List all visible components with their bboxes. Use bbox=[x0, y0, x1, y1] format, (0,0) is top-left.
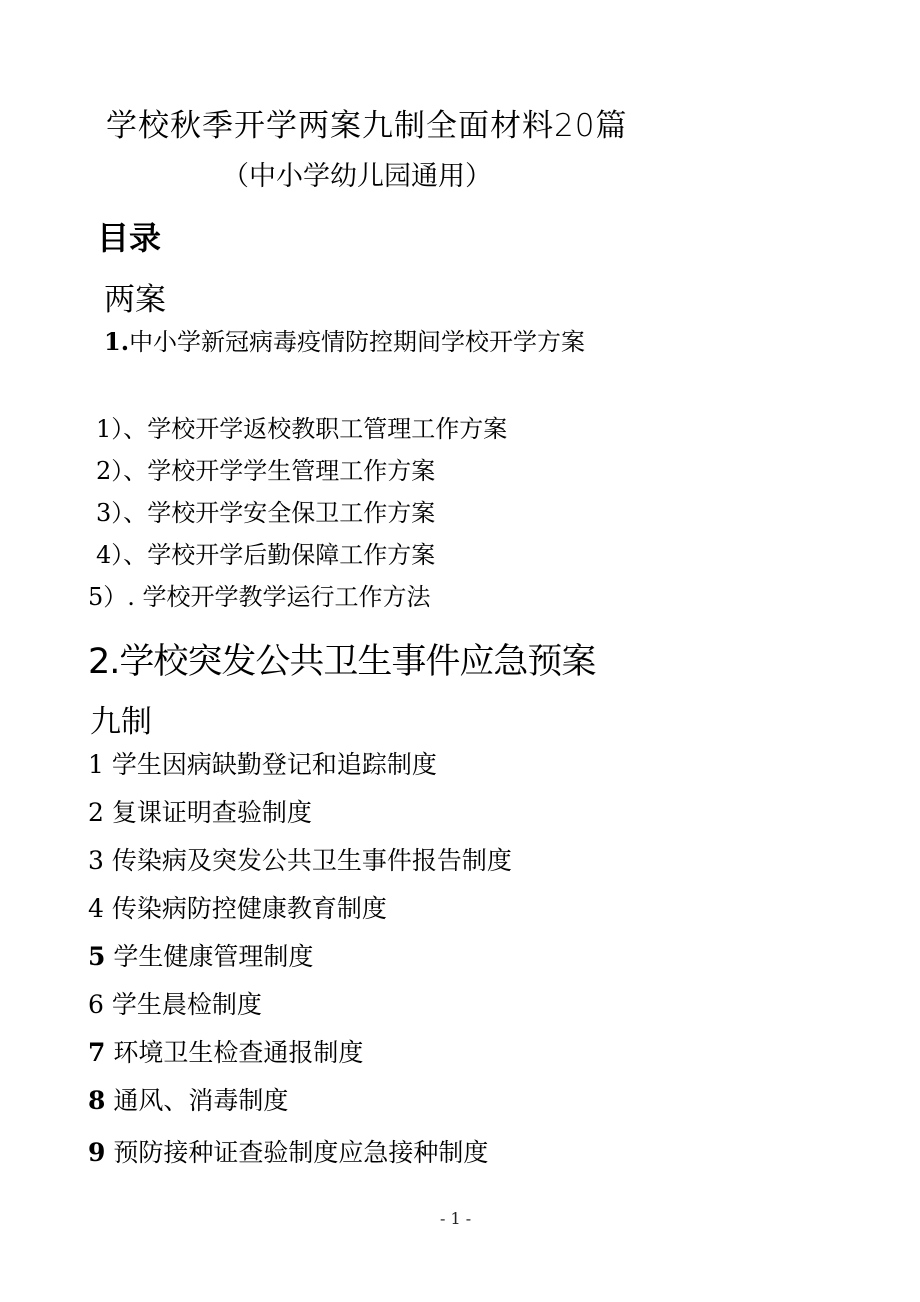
rule-number: 8 bbox=[88, 1086, 106, 1115]
plan-item-2: 2.学校突发公共卫生事件应急预案 bbox=[88, 642, 596, 682]
document-title: 学校秋季开学两案九制全面材料20篇 bbox=[106, 108, 628, 144]
rule-text: 传染病防控健康教育制度 bbox=[111, 894, 387, 923]
rule-text: 学生因病缺勤登记和追踪制度 bbox=[111, 750, 437, 779]
plan-item-1 bbox=[104, 322, 585, 357]
rule-number: 5 bbox=[88, 942, 106, 971]
rule-item-6 bbox=[88, 985, 262, 1021]
plan-subitem-4: 4）、学校开学后勤保障工作方案 bbox=[96, 541, 436, 569]
section-heading-nine-rules: 九制 bbox=[90, 704, 152, 740]
rule-text: 学生晨检制度 bbox=[111, 990, 262, 1019]
plan-subitem-1: 1）、学校开学返校教职工管理工作方案 bbox=[96, 415, 508, 443]
section-heading-two-plans: 两案 bbox=[104, 282, 166, 318]
toc-heading: 目录 bbox=[97, 219, 162, 257]
plan-item-number: 1. bbox=[104, 327, 130, 356]
rule-item-4 bbox=[88, 889, 387, 925]
rule-number: 6 bbox=[88, 990, 104, 1019]
rule-number: 7 bbox=[88, 1038, 106, 1067]
rule-text: 传染病及突发公共卫生事件报告制度 bbox=[111, 846, 512, 875]
rule-text: 学生健康管理制度 bbox=[113, 942, 314, 971]
rule-number: 3 bbox=[88, 846, 104, 875]
document-subtitle: （中小学幼儿园通用） bbox=[222, 161, 492, 192]
rule-text: 通风、消毒制度 bbox=[113, 1086, 289, 1115]
rule-item-3 bbox=[88, 841, 512, 877]
plan-subitem-2: 2）、学校开学学生管理工作方案 bbox=[96, 457, 436, 485]
plan-subitem-3: 3）、学校开学安全保卫工作方案 bbox=[96, 499, 436, 527]
rule-item-1 bbox=[88, 745, 437, 781]
rule-item-8 bbox=[88, 1081, 288, 1117]
rule-item-2 bbox=[88, 793, 312, 829]
rule-item-5 bbox=[88, 937, 313, 973]
rule-item-9 bbox=[88, 1133, 488, 1169]
rule-number: 2 bbox=[88, 798, 104, 827]
plan-item-text: 中小学新冠病毒疫情防控期间学校开学方案 bbox=[129, 328, 586, 356]
rule-number: 1 bbox=[88, 750, 104, 779]
rule-number: 9 bbox=[88, 1138, 106, 1167]
plan-subitem-5: 5）. 学校开学教学运行工作方法 bbox=[88, 583, 431, 611]
rule-text: 复课证明查验制度 bbox=[111, 798, 312, 827]
rule-number: 4 bbox=[88, 894, 104, 923]
rule-item-7 bbox=[88, 1033, 363, 1069]
rule-text: 预防接种证查验制度应急接种制度 bbox=[113, 1138, 489, 1167]
rule-text: 环境卫生检查通报制度 bbox=[113, 1038, 364, 1067]
page-number: - 1 - bbox=[440, 1209, 472, 1228]
